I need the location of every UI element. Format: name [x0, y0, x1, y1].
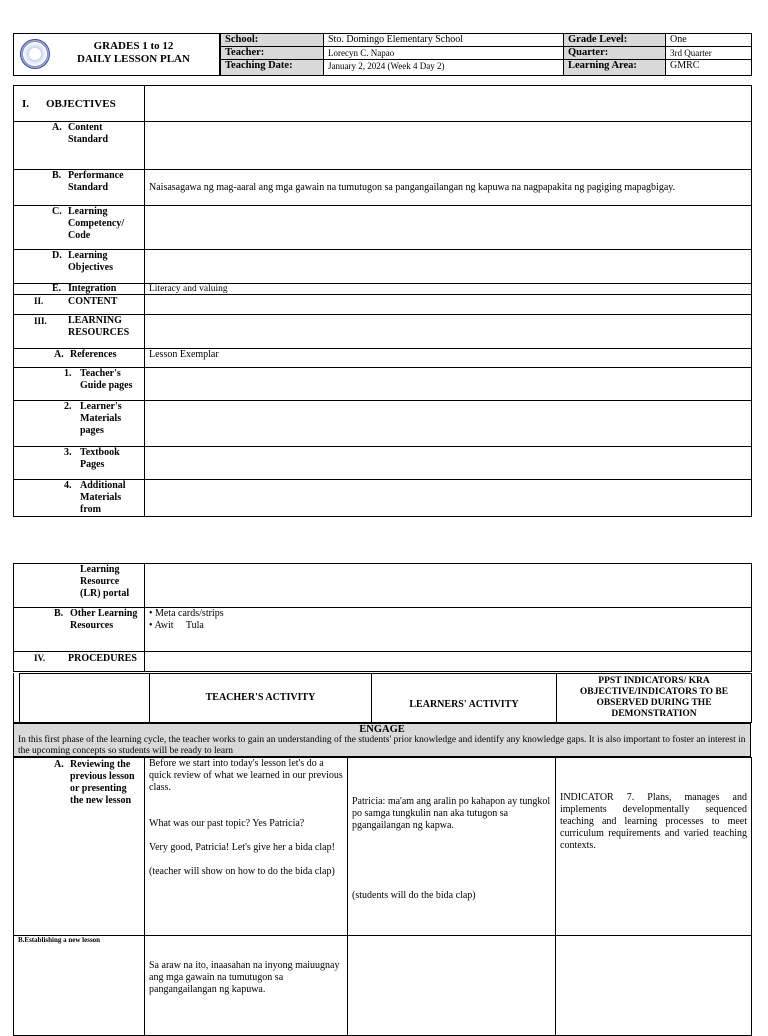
tg-label: Teacher's Guide pages [80, 368, 133, 391]
content-label: CONTENT [68, 296, 118, 307]
other-item-2: • Awit Tula [149, 620, 204, 631]
resources-continued-table [13, 563, 752, 672]
lm-label: Learner's Materials pages [80, 401, 122, 436]
area-label: Learning Area: [564, 60, 666, 76]
other-resources-row [14, 608, 752, 652]
performance-standard-value: Naisasagawa ng mag-aaral ang mga gawain na tumutugon sa pangangailangan ng kapuwa na nagpapakita ng pagiging mapagbigay. [145, 170, 752, 206]
new-lesson-label: B.Establishing a new lesson [14, 936, 145, 1036]
content-standard-label: Content Standard [68, 122, 109, 145]
review-label: Reviewing the previous lesson or presenting the new lesson [70, 759, 135, 806]
t-review-3: Very good, Patricia! Let's give her a bida clap! [149, 842, 335, 853]
integration-num: E. [52, 283, 62, 294]
lm-num: 2. [64, 401, 72, 412]
date-value: January 2, 2024 (Week 4 Day 2) [324, 60, 564, 76]
content-num: II. [34, 296, 44, 306]
references-label: References [70, 349, 117, 360]
l-review-2: (students will do the bida clap) [352, 890, 476, 901]
references-value: Lesson Exemplar [145, 349, 752, 368]
deped-seal-icon [20, 39, 50, 69]
learners-materials-row [14, 401, 752, 447]
new-lesson-row [14, 936, 752, 1036]
date-label: Teaching Date: [221, 60, 324, 76]
quarter-label: Quarter: [564, 47, 666, 60]
ppst-review: INDICATOR 7. Plans, manages and implements developmentally sequenced teaching and learning processes to meet curriculum requirements and varied teaching contexts. [556, 758, 752, 936]
t-review-4: (teacher will show on how to do the bida clap) [149, 866, 335, 877]
col-learners-activity: LEARNERS' ACTIVITY [372, 674, 557, 723]
competency-label: Learning Competency/ Code [68, 206, 125, 241]
competency-num: C. [52, 206, 62, 217]
tb-label: Textbook Pages [80, 447, 120, 470]
review-row [14, 758, 752, 936]
objectives-table [13, 85, 752, 517]
objectives-row [14, 86, 752, 122]
procedures-label: PROCEDURES [68, 653, 137, 664]
doc-title-line2: DAILY LESSON PLAN [77, 53, 190, 65]
col-ppst-indicators: PPST INDICATORS/ KRA OBJECTIVE/INDICATORS TO BE OBSERVED DURING THE DEMONSTRATION [557, 674, 752, 723]
integration-value: Literacy and valuing [145, 284, 752, 295]
objectives-label: OBJECTIVES [46, 97, 116, 110]
other-num: B. [54, 608, 64, 619]
quarter-value: 3rd Quarter [666, 47, 752, 60]
performance-standard-label: Performance Standard [68, 170, 124, 193]
learning-objectives-label: Learning Objectives [68, 250, 113, 273]
grade-value: One [666, 34, 752, 47]
tg-num: 1. [64, 368, 72, 379]
t-review-1: Before we start into today's lesson let's do a quick review of what we learned in our previous class. [149, 758, 343, 793]
procedures-header-table [19, 673, 752, 723]
teacher-label: Teacher: [221, 47, 324, 60]
performance-standard-row [14, 170, 752, 206]
grade-label: Grade Level: [564, 34, 666, 47]
lr-portal-label: Learning Resource (LR) portal [14, 564, 145, 608]
t-new-1: Sa araw na ito, inaasahan na inyong maiuugnay ang mga gawain na tumutugon sa pangangailangan ng kapuwa. [145, 936, 348, 1036]
header-info-table [220, 33, 752, 76]
other-item-1: • Meta cards/strips [149, 608, 224, 619]
school-label: School: [221, 34, 324, 47]
learning-objectives-num: D. [52, 250, 62, 261]
doc-title [48, 40, 219, 66]
l-review-1: Patricia: ma'am ang aralin po kahapon ay tungkol po samga tungkulin nan aka tutugon sa pgangailangan ng kapwa. [352, 796, 551, 831]
t-review-2: What was our past topic? Yes Patricia? [149, 818, 305, 829]
competency-row [14, 206, 752, 250]
tb-num: 3. [64, 447, 72, 458]
engage-text: In this first phase of the learning cycle, the teacher works to gain an understanding of the students' prior knowledge and identify any knowledge gaps. It is also important to foster an interest in the upcoming concepts so students will be ready to learn [18, 735, 746, 756]
procedures-row [14, 652, 752, 672]
resources-num: III. [34, 316, 47, 326]
learning-resources-row [14, 315, 752, 349]
header-logo-box [13, 33, 220, 76]
teacher-value: Lorecyn C. Napao [324, 47, 564, 60]
am-label: Additional Materials from [80, 480, 126, 515]
lr-portal-row [14, 564, 752, 608]
textbook-row [14, 447, 752, 480]
col-teacher-activity: TEACHER'S ACTIVITY [150, 674, 372, 723]
references-row [14, 349, 752, 368]
objectives-num: I. [22, 97, 30, 110]
references-num: A. [54, 349, 64, 360]
resources-label: LEARNING RESOURCES [68, 315, 130, 338]
integration-row [14, 284, 752, 295]
other-label: Other Learning Resources [70, 608, 138, 631]
teachers-guide-row [14, 368, 752, 401]
procedures-num: IV. [34, 653, 46, 663]
content-standard-num: A. [52, 122, 62, 133]
am-num: 4. [64, 480, 72, 491]
engage-title: ENGAGE [359, 724, 405, 735]
doc-title-line1: GRADES 1 to 12 [93, 40, 174, 52]
content-row [14, 295, 752, 315]
integration-label: Integration [68, 283, 117, 294]
content-standard-row [14, 122, 752, 170]
engage-banner [13, 722, 751, 757]
learning-objectives-row [14, 250, 752, 284]
school-value: Sto. Domingo Elementary School [324, 34, 564, 47]
additional-materials-row [14, 480, 752, 517]
review-num: A. [54, 759, 64, 770]
area-value: GMRC [666, 60, 752, 76]
performance-standard-num: B. [52, 170, 62, 181]
procedures-body-table [13, 757, 752, 1036]
